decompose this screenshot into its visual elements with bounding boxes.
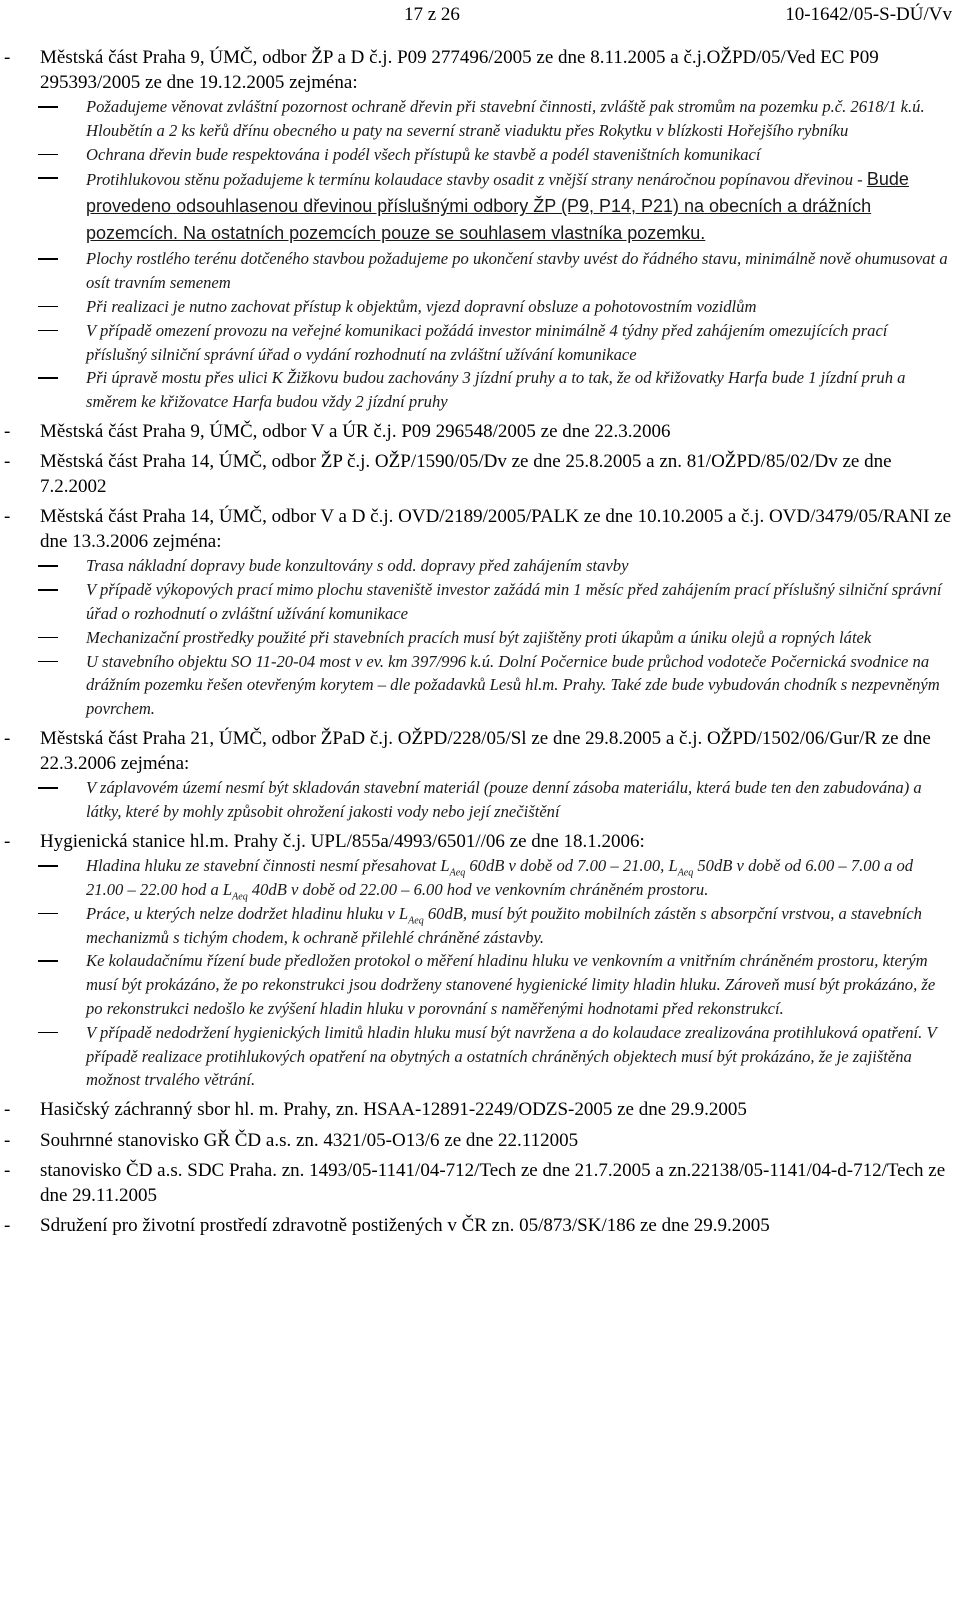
sub-item-text: Při realizaci je nutno zachovat přístup k objektům, vjezd dopravní obsluze a pohotovostním vozidlům — [86, 296, 757, 316]
sub-item — [0, 902, 952, 950]
list-item — [0, 727, 952, 776]
sub-item-text: Protihlukovou stěnu požadujeme k termínu kolaudace stavby osadit z vnější strany nenáročnou popínavou dřevinou - — [86, 170, 863, 190]
sub-item-text: Ochrana dřevin bude respektována i podél všech přístupů ke stavbě a podél staveništních komunikací — [86, 144, 761, 164]
list-dash: - — [4, 420, 11, 442]
sub-item-text: Trasa nákladní dopravy bude konzultovány s odd. dopravy před zahájením stavby — [86, 556, 629, 576]
bullet-dash — [38, 913, 58, 915]
bullet-dash — [38, 106, 58, 108]
list-item — [0, 1129, 952, 1154]
sub-item-text: Při úpravě mostu přes ulici K Žižkovu budou zachovány 3 jízdní pruhy a to tak, že od křižovatky Harfa bude 1 jízdní pruh a směrem ke křižovatce Harfa budou vždy 2 jízdní pruhy — [86, 368, 906, 412]
item-text: Hasičský záchranný sbor hl. m. Prahy, zn. HSAA-12891-2249/ODZS-2005 ze dne 29.9.2005 — [40, 1099, 747, 1121]
sub-item — [0, 295, 952, 319]
sub-item — [0, 319, 952, 367]
sub-item — [0, 650, 952, 721]
list-dash: - — [4, 1215, 11, 1237]
handwritten-style-note: Bude provedeno odsouhlasenou dřevinou příslušnými odbory ŽP (P9, P14, P21) na obecních a drážních pozemcích. Na ostatních pozemcích pouze se souhlasem vlastníka pozemku. — [86, 169, 909, 244]
sub-item-text: V případě výkopových prací mimo plochu staveniště investor zažádá min 1 měsíc před zahájením prací příslušný silniční správní úřad o rozhodnutí o zvláštní užívání komunikace — [86, 580, 942, 624]
item-text: Městská část Praha 9, ÚMČ, odbor ŽP a D č.j. P09 277496/2005 ze dne 8.11.2005 a č.j.OŽPD/05/Ved EC P09 295393/2005 ze dne 19.12.2005 zejména: — [40, 47, 879, 93]
bullet-dash — [38, 377, 58, 379]
list-dash: - — [4, 47, 11, 68]
bullet-dash — [38, 1032, 58, 1034]
list-dash: - — [4, 1160, 11, 1182]
bullet-dash — [38, 787, 58, 789]
sub-item — [0, 854, 952, 902]
bullet-dash — [38, 565, 58, 567]
bullet-dash — [38, 589, 58, 591]
sub-item — [0, 143, 952, 167]
bullet-dash — [38, 177, 58, 179]
sub-item-text: V případě omezení provozu na veřejné komunikaci požádá investor minimálně 4 týdny před zahájením omezujících prací příslušný silniční správní úřad o vydání rozhodnutí na zvláštní užívání komunikace — [86, 320, 888, 364]
page-number: 17 z 26 — [404, 4, 460, 25]
list-item — [0, 46, 952, 95]
document-body — [0, 33, 952, 1239]
list-item — [0, 505, 952, 554]
sub-item — [0, 578, 952, 626]
list-item — [0, 830, 952, 855]
sub-item-text: U stavebního objektu SO 11-20-04 most v ev. km 397/996 k.ú. Dolní Počernice bude průchod vodoteče Počernická svodnice na drážním pozemku řešen otevřeným korytem – dle požadavků Lesů hl.m. Prahy. Také zde bude vybudován chodník s nezpevněným povrchem. — [86, 651, 940, 719]
sub-item — [0, 626, 952, 650]
item-text: Městská část Praha 21, ÚMČ, odbor ŽPaD č.j. OŽPD/228/05/Sl ze dne 29.8.2005 a č.j. OŽPD/1502/06/Gur/R ze dne 22.3.2006 zejména: — [40, 728, 931, 774]
sub-item — [0, 776, 952, 824]
sub-item-text: V záplavovém území nesmí být skladován stavební materiál (pouze denní zásoba materiálu, která bude ten den zabudována) a látky, které by mohly způsobit ohrožení jakosti vody nebo její znečištění — [86, 778, 922, 821]
sub-item — [0, 554, 952, 578]
item-text: Souhrnné stanovisko GŘ ČD a.s. zn. 4321/05-O13/6 ze dne 22.112005 — [40, 1129, 579, 1151]
document-reference: 10-1642/05-S-DÚ/Vv — [785, 4, 952, 25]
sub-item-text: Práce, u kterých nelze dodržet hladinu hluku v $L_{Aeq}$ 60dB, musí být použito mobilních zástěn s absorpční vrstvou, a stavebních mechanizmů s tichým chodem, k ochraně přilehlé chráněné zástavby. — [86, 903, 922, 947]
sub-item — [0, 247, 952, 295]
sub-item-text: Požadujeme věnovat zvláštní pozornost ochraně dřevin při stavební činnosti, zvláště pak stromům na pozemku p.č. 2618/1 k.ú. Hloubětín a 2 ks keřů dřínu obecného u paty na severní straně viaduktu přes Rokytku v blízkosti Hořejšího rybníku — [86, 97, 925, 140]
item-text: Hygienická stanice hl.m. Prahy č.j. UPL/855a/4993/6501//06 ze dne 18.1.2006: — [40, 830, 645, 852]
sub-item-text: Plochy rostlého terénu dotčeného stavbou požadujeme po ukončení stavby uvést do řádného stavu, minimálně nově ohumusovat a osít travním semenem — [86, 249, 948, 293]
bullet-dash — [38, 661, 58, 663]
sub-item — [0, 95, 952, 143]
list-item — [0, 450, 952, 499]
bullet-dash — [38, 637, 58, 639]
list-item — [0, 420, 952, 445]
item-text: stanovisko ČD a.s. SDC Praha. zn. 1493/05-1141/04-712/Tech ze dne 21.7.2005 a zn.22138/05-1141/04-d-712/Tech ze dne 29.11.2005 — [40, 1160, 946, 1206]
list-dash: - — [4, 1099, 11, 1121]
bullet-dash — [38, 258, 58, 260]
item-text: Městská část Praha 14, ÚMČ, odbor V a D č.j. OVD/2189/2005/PALK ze dne 10.10.2005 a č.j. OVD/3479/05/RANI ze dne 13.3.2006 zejména: — [40, 506, 952, 552]
sub-item-text: Ke kolaudačnímu řízení bude předložen protokol o měření hladinu hluku ve venkovním a vnitřním chráněném prostoru, kterým musí být prokázáno, že po rekonstrukci jsou dodrženy stanovené hygienické limity hladin hluku. Zároveň musí být prokázáno, že po rekonstrukci nedošlo ke zvýšení hladin hluku v porovnání s naměřenými hodnotami před rekonstrukcí. — [86, 951, 936, 1018]
item-text: Městská část Praha 9, ÚMČ, odbor V a ÚR č.j. P09 296548/2005 ze dne 22.3.2006 — [40, 420, 671, 442]
list-dash: - — [4, 451, 11, 473]
sub-item-text: Mechanizační prostředky použité při stavebních pracích musí být zajištěny proti úkapům a úniku olejů a ropných látek — [86, 627, 872, 647]
bullet-dash — [38, 154, 58, 156]
bullet-dash — [38, 306, 58, 308]
sub-item — [0, 366, 952, 414]
list-item — [0, 1214, 952, 1239]
bullet-dash — [38, 330, 58, 332]
list-dash: - — [4, 830, 11, 852]
item-text: Sdružení pro životní prostředí zdravotně postižených v ČR zn. 05/873/SK/186 ze dne 29.9.2005 — [40, 1215, 770, 1237]
item-text: Městská část Praha 14, ÚMČ, odbor ŽP č.j. OŽP/1590/05/Dv ze dne 25.8.2005 a zn. 81/OŽPD/85/02/Dv ze dne 7.2.2002 — [40, 451, 892, 497]
list-item — [0, 1098, 952, 1123]
bullet-dash — [38, 865, 58, 867]
list-dash: - — [4, 1129, 11, 1151]
list-item — [0, 1159, 952, 1208]
sub-item — [0, 949, 952, 1020]
list-dash: - — [4, 728, 11, 750]
sub-item-text: V případě nedodržení hygienických limitů hladin hluku musí být navržena a do kolaudace zrealizována protihluková opatření. V případě realizace protihlukových opatření na obytných a ostatních chráněných objektech musí být prokázáno, že je zajištěna možnost trvalého větrání. — [86, 1022, 937, 1090]
list-dash: - — [4, 506, 11, 528]
sub-item — [0, 166, 952, 247]
sub-item-text: Hladina hluku ze stavební činnosti nesmí přesahovat $L_{Aeq}$ 60dB v době od 7.00 – 21.00, $L_{Aeq}$ 50dB v době od 6.00 – 7.00 a od 21.00 – 22.00 hod a $L_{Aeq}$ 40dB v době od 22.00 – 6.00 hod ve venkovním chráněném prostoru. — [86, 856, 914, 903]
bullet-dash — [38, 960, 58, 962]
sub-item — [0, 1021, 952, 1092]
